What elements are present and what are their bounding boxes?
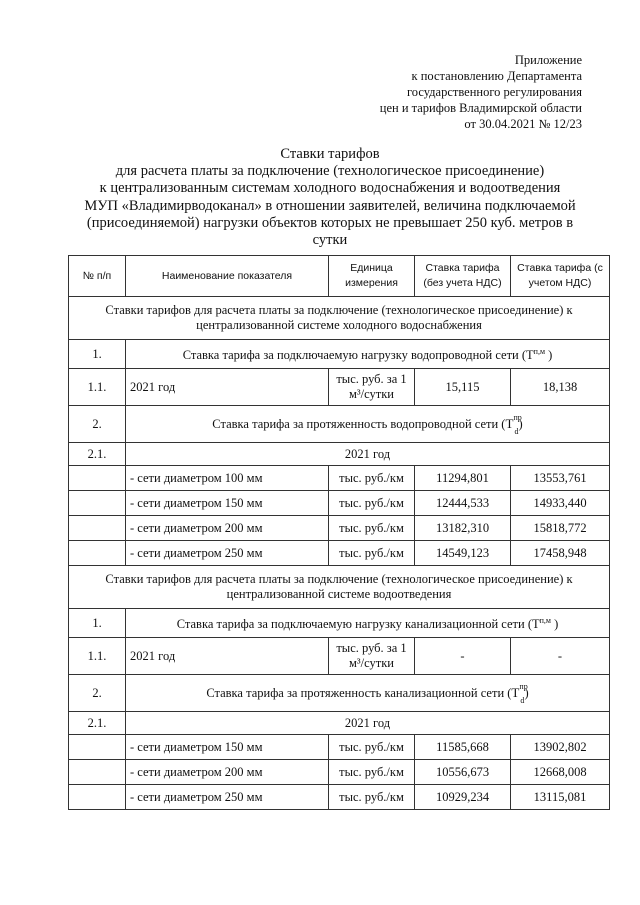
- row-num: [69, 491, 126, 516]
- table-row: [69, 466, 610, 491]
- tariff-symbol-sub: d: [514, 427, 519, 436]
- section-title: Ставки тарифов для расчета платы за подключение (технологическое присоединение) к централизованной системе холодного водоснабжения: [69, 297, 610, 340]
- row-rate-vat: 13115,081: [511, 785, 610, 810]
- row-num: 1.1.: [69, 369, 126, 406]
- row-rate-vat: -: [511, 638, 610, 675]
- title-line: (присоединяемой) нагрузки объектов которых не превышает 250 куб. метров в: [86, 214, 574, 231]
- row-title: [126, 609, 610, 638]
- table-row: [69, 760, 610, 785]
- title-heading: Ставки тарифов: [280, 146, 380, 162]
- row-name: - сети диаметром 200 мм: [126, 760, 329, 785]
- row-num: [69, 541, 126, 566]
- tariff-table: [68, 255, 610, 810]
- load-close: ): [545, 348, 553, 363]
- header-unit: Единица измерения: [329, 256, 415, 297]
- row-rate: 10556,673: [415, 760, 511, 785]
- length-title: Ставка тарифа за протяженность канализационной сети (: [206, 686, 512, 700]
- row-rate-vat: 15818,772: [511, 516, 610, 541]
- row-name: - сети диаметром 250 мм: [126, 541, 329, 566]
- row-name: - сети диаметром 250 мм: [126, 785, 329, 810]
- row-unit: тыс. руб./км: [329, 466, 415, 491]
- table-row: [69, 675, 610, 712]
- row-num: [69, 735, 126, 760]
- appendix-line: Приложение: [514, 53, 582, 67]
- tariff-symbol: [505, 413, 522, 436]
- tariff-symbol-letter: T: [511, 685, 520, 700]
- document-title: [60, 146, 600, 249]
- load-title: Ставка тарифа за подключаемую нагрузку водопроводной сети (T: [182, 348, 534, 363]
- title-line: к централизованным системам холодного водоснабжения и водоотведения: [99, 180, 561, 197]
- row-rate-vat: 17458,948: [511, 541, 610, 566]
- row-rate-vat: 14933,440: [511, 491, 610, 516]
- row-num: 2.1.: [69, 443, 126, 466]
- row-num: [69, 516, 126, 541]
- length-close: ): [524, 686, 529, 700]
- table-row: [69, 609, 610, 638]
- row-rate-vat: 12668,008: [511, 760, 610, 785]
- row-name: - сети диаметром 200 мм: [126, 516, 329, 541]
- tariff-symbol-sup: пр: [513, 413, 522, 422]
- row-rate: 11585,668: [415, 735, 511, 760]
- row-rate-vat: 18,138: [511, 369, 610, 406]
- title-line: сутки: [312, 232, 348, 249]
- row-unit: тыс. руб. за 1 м³/сутки: [329, 369, 415, 406]
- row-rate: 10929,234: [415, 785, 511, 810]
- tariff-symbol-sup: пр: [519, 682, 528, 691]
- row-unit: тыс. руб./км: [329, 735, 415, 760]
- row-rate-vat: 13553,761: [511, 466, 610, 491]
- length-close: ): [518, 417, 523, 431]
- tariff-symbol-letter: T: [505, 416, 514, 431]
- header-rate-vat: Ставка тарифа (с учетом НДС): [511, 256, 610, 297]
- tariff-symbol: [511, 682, 528, 705]
- table-row: [69, 491, 610, 516]
- row-rate: 15,115: [415, 369, 511, 406]
- header-name: Наименование показателя: [126, 256, 329, 297]
- load-sup: п,м: [533, 347, 545, 357]
- section-row-sewer: [69, 566, 610, 609]
- row-num: 2.: [69, 675, 126, 712]
- row-num: 1.: [69, 340, 126, 369]
- row-name: - сети диаметром 150 мм: [126, 491, 329, 516]
- appendix-line: к постановлению Департамента: [411, 69, 582, 83]
- load-title: Ставка тарифа за подключаемую нагрузку канализационной сети (T: [176, 617, 540, 632]
- row-title: [126, 406, 610, 443]
- row-rate: 14549,123: [415, 541, 511, 566]
- row-rate: 12444,533: [415, 491, 511, 516]
- row-unit: тыс. руб./км: [329, 760, 415, 785]
- row-num: 1.: [69, 609, 126, 638]
- table-row: [69, 735, 610, 760]
- row-title: 2021 год: [126, 712, 610, 735]
- row-unit: тыс. руб./км: [329, 491, 415, 516]
- row-rate: -: [415, 638, 511, 675]
- table-row: [69, 406, 610, 443]
- row-title: 2021 год: [126, 443, 610, 466]
- table-row: [69, 443, 610, 466]
- row-name: - сети диаметром 150 мм: [126, 735, 329, 760]
- tariff-symbol-sub: d: [520, 696, 525, 705]
- load-sup: п,м: [539, 616, 551, 626]
- title-line: МУП «Владимирводоканал» в отношении заявителей, величина подключаемой: [84, 197, 576, 214]
- row-title: [126, 675, 610, 712]
- row-name: 2021 год: [126, 638, 329, 675]
- title-line: для расчета платы за подключение (технологическое присоединение): [115, 163, 545, 180]
- row-num: 2.: [69, 406, 126, 443]
- appendix-line: цен и тарифов Владимирской области: [379, 101, 582, 115]
- appendix-block: [322, 52, 582, 132]
- table-row: [69, 541, 610, 566]
- table-row: [69, 785, 610, 810]
- table-row: [69, 516, 610, 541]
- table-row: [69, 369, 610, 406]
- row-name: - сети диаметром 100 мм: [126, 466, 329, 491]
- appendix-line: государственного регулирования: [406, 85, 582, 99]
- row-title: [126, 340, 610, 369]
- row-unit: тыс. руб. за 1 м³/сутки: [329, 638, 415, 675]
- appendix-line: от 30.04.2021 № 12/23: [464, 117, 582, 131]
- row-rate: 13182,310: [415, 516, 511, 541]
- section-row-water: [69, 297, 610, 340]
- table-row: [69, 340, 610, 369]
- row-name: 2021 год: [126, 369, 329, 406]
- row-num: 1.1.: [69, 638, 126, 675]
- row-unit: тыс. руб./км: [329, 541, 415, 566]
- section-title: Ставки тарифов для расчета платы за подключение (технологическое присоединение) к централизованной системе водоотведения: [69, 566, 610, 609]
- row-num: [69, 785, 126, 810]
- length-title: Ставка тарифа за протяженность водопроводной сети (: [212, 417, 506, 431]
- table-row: [69, 638, 610, 675]
- table-row: [69, 712, 610, 735]
- row-num: [69, 466, 126, 491]
- row-rate: 11294,801: [415, 466, 511, 491]
- row-unit: тыс. руб./км: [329, 785, 415, 810]
- row-unit: тыс. руб./км: [329, 516, 415, 541]
- row-num: 2.1.: [69, 712, 126, 735]
- header-rate-no-vat: Ставка тарифа (без учета НДС): [415, 256, 511, 297]
- table-header-row: [69, 256, 610, 297]
- load-close: ): [550, 617, 559, 632]
- row-rate-vat: 13902,802: [511, 735, 610, 760]
- row-num: [69, 760, 126, 785]
- header-num: № п/п: [69, 256, 126, 297]
